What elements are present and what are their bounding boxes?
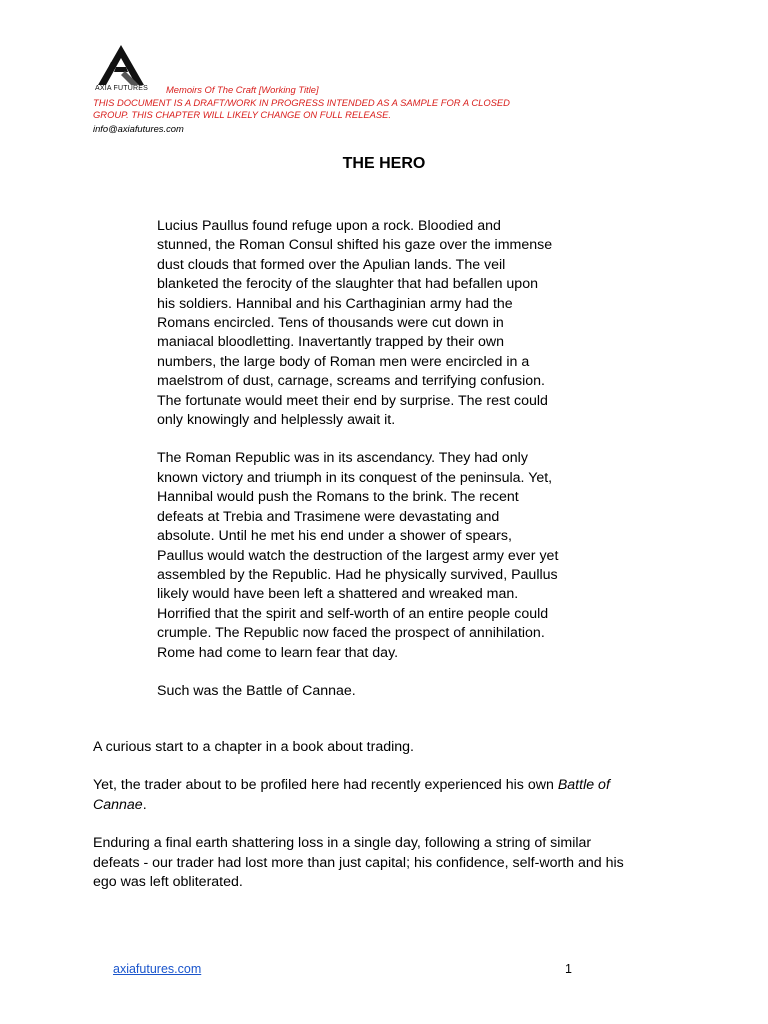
text-line: likely would have been left a shattered and wreaked man.	[157, 586, 519, 603]
text-line: Horrified that the spirit and self-worth of an entire people could	[157, 605, 549, 622]
text-line: his soldiers. Hannibal and his Carthaginian army had the	[157, 295, 513, 312]
passage-paragraph-2	[157, 449, 597, 662]
text-line: Lucius Paullus found refuge upon a rock. Bloodied and	[157, 218, 501, 234]
passage-paragraph-3: Such was the Battle of Cannae.	[157, 682, 356, 699]
text-line: crumple. The Republic now faced the prospect of annihilation.	[157, 625, 545, 642]
text-line: stunned, the Roman Consul shifted his gaze over the immense	[157, 237, 553, 254]
logo-mark-icon	[95, 45, 147, 85]
text-line: defeats at Trebia and Trasimene were devastating and	[157, 508, 500, 525]
text-line: The Roman Republic was in its ascendancy. They had only	[157, 450, 528, 467]
text-line: maelstrom of dust, carnage, screams and terrifying confusion.	[157, 373, 545, 390]
body-paragraph-3	[93, 834, 688, 892]
text-line: ego was left obliterated.	[93, 874, 243, 891]
text-line: blanketed the ferocity of the slaughter that had befallen upon	[157, 276, 538, 293]
text-line: Hannibal would push the Romans to the brink. The recent	[157, 489, 519, 506]
axia-futures-logo	[95, 45, 147, 93]
text-line: assembled by the Republic. Had he physically survived, Paullus	[157, 566, 558, 583]
text-line: Paullus would watch the destruction of the largest army ever yet	[157, 547, 559, 564]
logo-text: AXIA FUTURES	[95, 85, 148, 92]
text-line: The fortunate would meet their end by surprise. The rest could	[157, 392, 548, 409]
text-line: Rome had come to learn fear that day.	[157, 644, 399, 661]
document-working-title: Memoirs Of The Craft [Working Title]	[166, 84, 319, 95]
draft-notice-line-2: GROUP. THIS CHAPTER WILL LIKELY CHANGE ON FULL RELEASE.	[93, 109, 392, 120]
text-line: numbers, the large body of Roman men were encircled in a	[157, 353, 530, 370]
footer-website-link[interactable]: axiafutures.com	[113, 962, 202, 976]
italic-text: Battle of	[557, 777, 610, 794]
page-number: 1	[565, 962, 572, 976]
chapter-body	[93, 738, 688, 911]
contact-email[interactable]: info@axiafutures.com	[93, 123, 184, 134]
text-span: .	[142, 796, 147, 813]
draft-notice-line-1: THIS DOCUMENT IS A DRAFT/WORK IN PROGRESS INTENDED AS A SAMPLE FOR A CLOSED	[93, 97, 510, 108]
body-paragraph-2	[93, 776, 688, 815]
italic-text: Cannae	[93, 796, 143, 813]
text-span: Yet, the trader about to be profiled here had recently experienced his own	[93, 777, 558, 794]
text-line: defeats - our trader had lost more than just capital; his confidence, self-worth and his	[93, 854, 624, 871]
passage-paragraph-1	[157, 217, 597, 430]
text-line: known victory and triumph in its conquest of the peninsula. Yet,	[157, 469, 553, 486]
text-line: Romans encircled. Tens of thousands were cut down in	[157, 315, 504, 332]
opening-passage	[157, 217, 597, 720]
text-line: Enduring a final earth shattering loss in a single day, following a string of similar	[93, 835, 592, 852]
text-line: maniacal bloodletting. Inavertantly trapped by their own	[157, 334, 505, 351]
text-line: only knowingly and helplessly await it.	[157, 412, 396, 429]
chapter-title: THE HERO	[342, 155, 426, 172]
text-line: absolute. Until he met his end under a shower of spears,	[157, 528, 512, 545]
text-line: dust clouds that formed over the Apulian lands. The veil	[157, 256, 506, 273]
body-paragraph-1: A curious start to a chapter in a book about trading.	[93, 739, 414, 755]
